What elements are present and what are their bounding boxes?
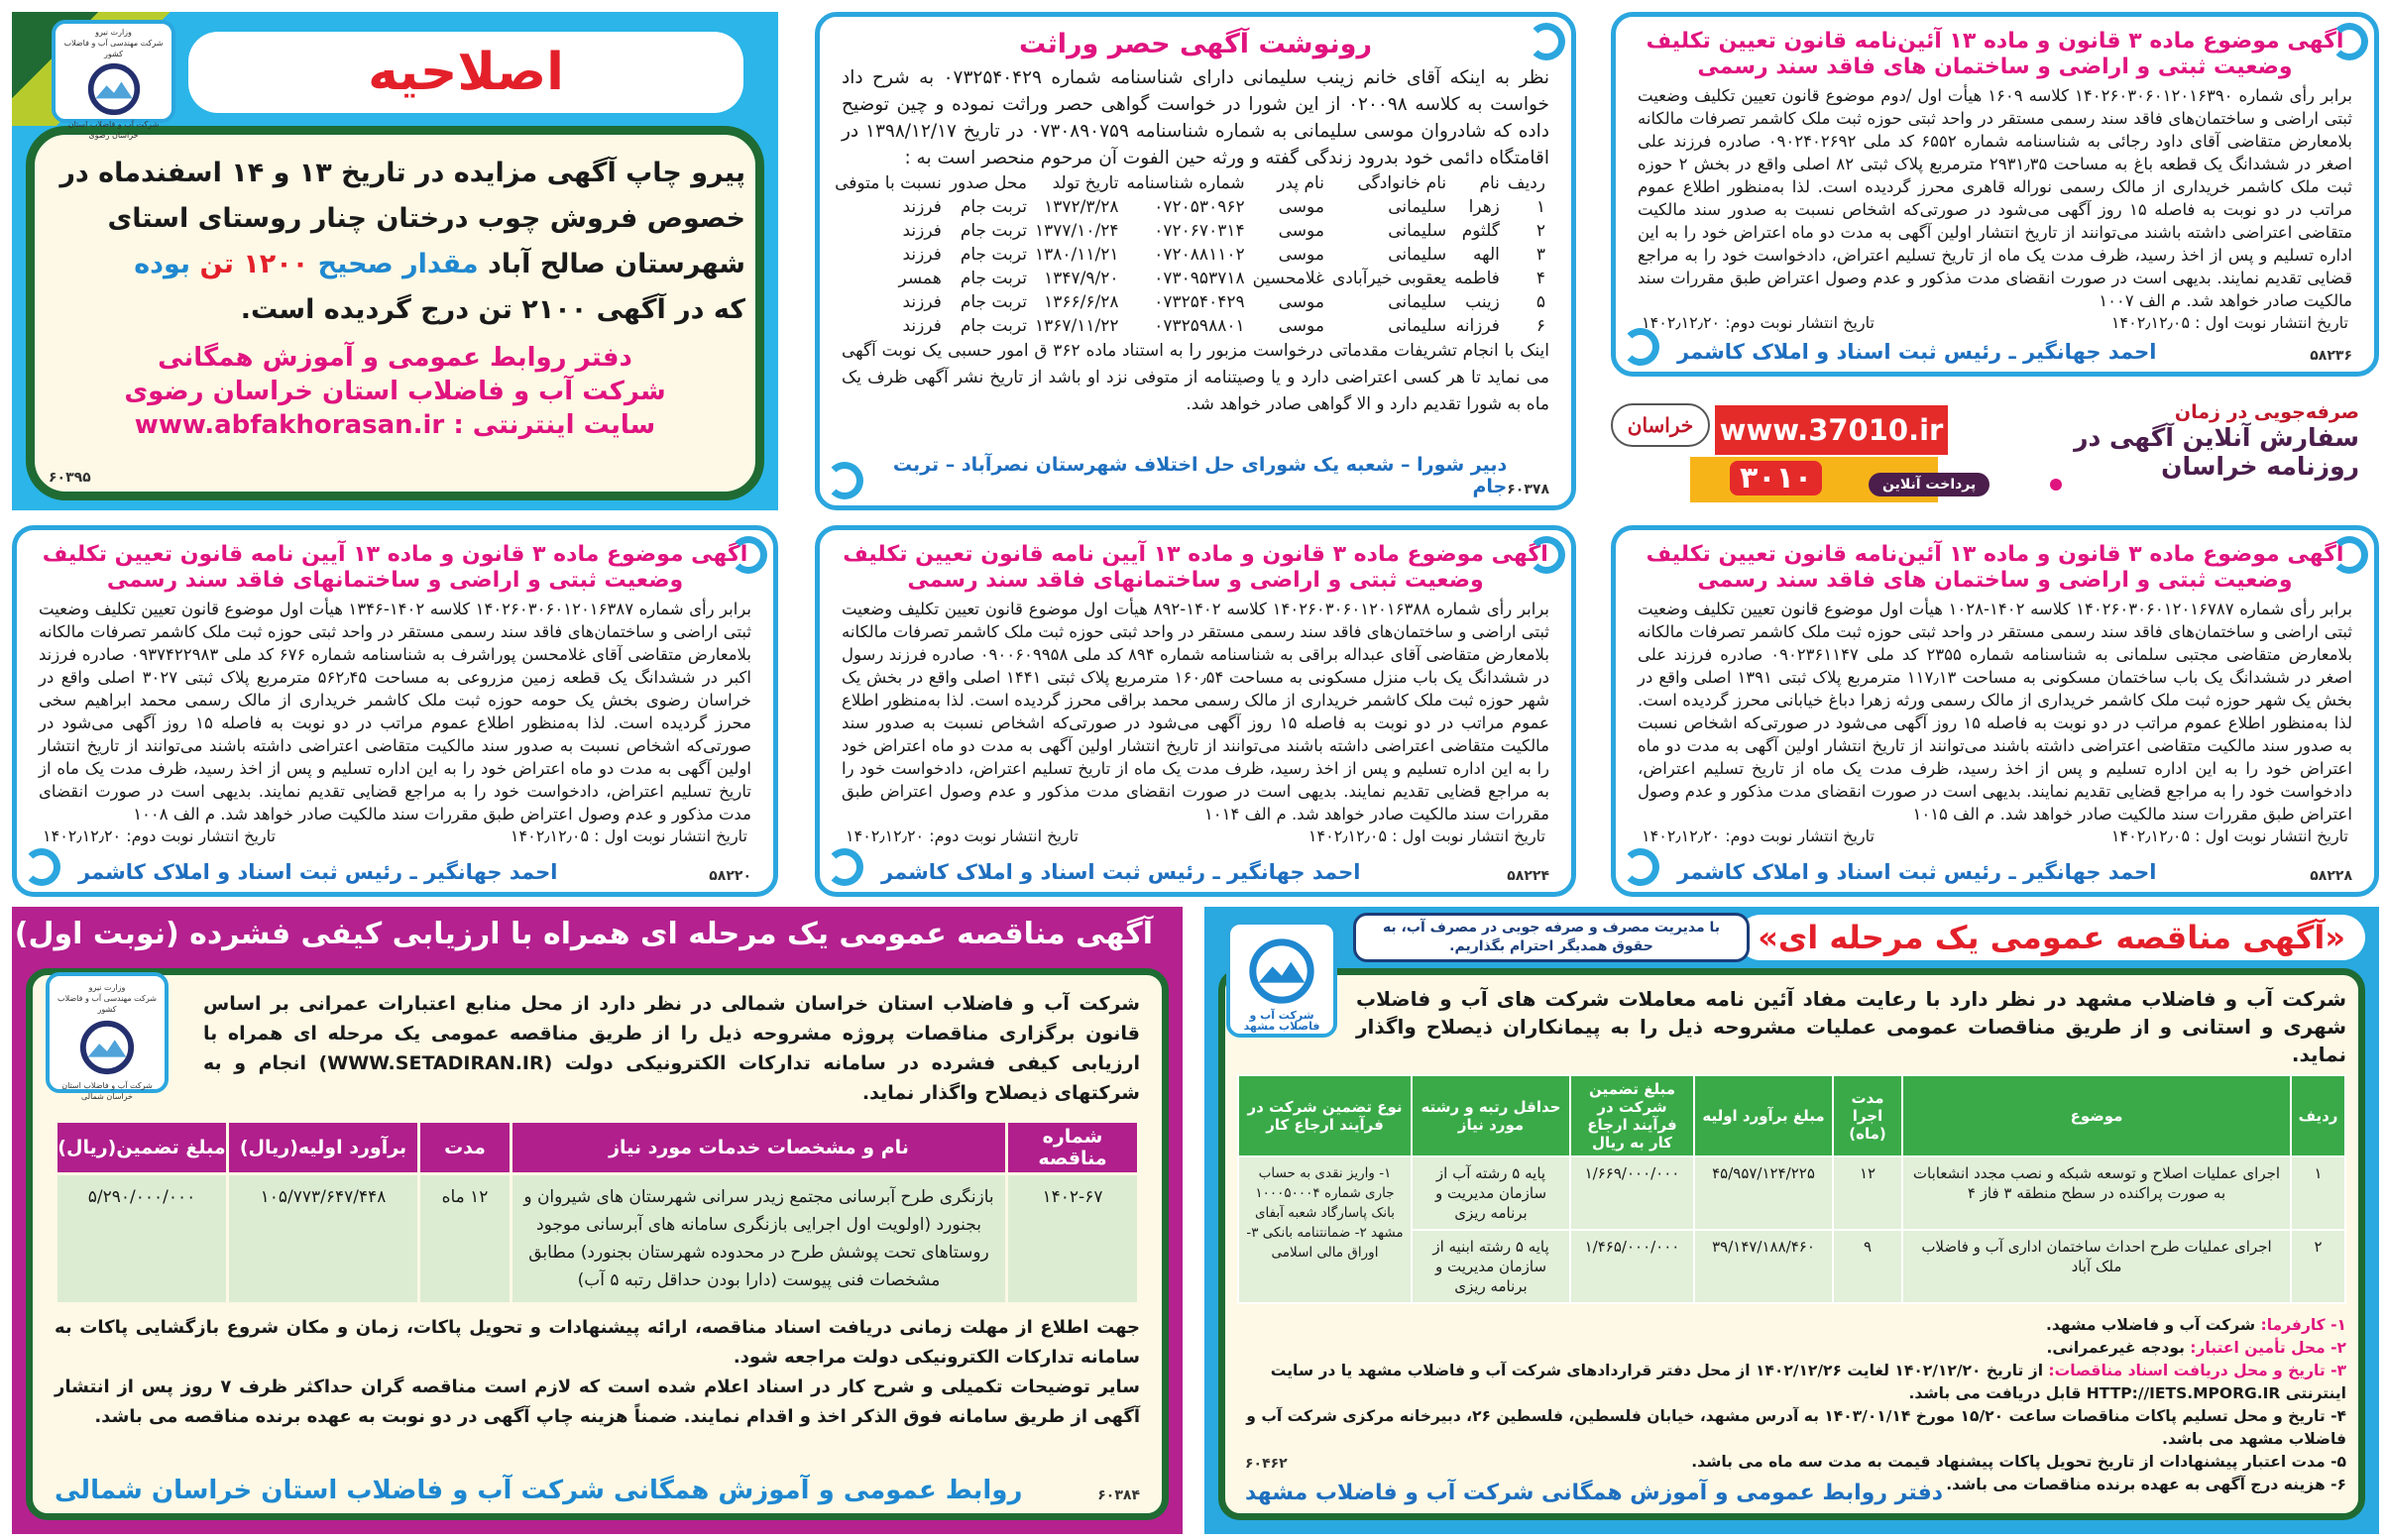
table-cell: ۰۷۳۲۵۴۰۴۲۹: [1154, 292, 1245, 313]
land-registry-ad: [1611, 12, 2379, 377]
table-cell: یعقوبی خیرآبادی: [1331, 269, 1447, 289]
second-publication-date: تاریخ انتشار نوبت دوم: ۱۴۰۲٫۱۲٫۲۰: [1642, 312, 1875, 332]
ad-title: آگهی موضوع ماده ۳ قانون و ماده ۱۳ آئین‌نامه قانون تعیین تکلیف وضعیت ثبتی و اراضی و ساختمان های فاقد سند رسمی: [1646, 542, 2344, 594]
swirl-icon: [1622, 848, 1659, 886]
min-grade: پایه ۵ رشته آب از سازمان مدیریت و برنامه ریزی: [1412, 1156, 1570, 1230]
ad-body-tail: لذا به‌منظور اطلاع عموم مراتب در دو نوبت به فاصله ۱۵ روز آگهی می‌شود در صورتی‌که اشخاص نسبت به صدور سند مالکیت متقاضی اعتراضی داشته باشند می‌توانند از تاریخ انتشار اولین آگهی به مدت دو ماه اعتراض خود را به این اداره تسلیم و پس از اخذ رسید، ظرف مدت یک ماه از تاریخ تسلیم اعتراض، دادخواست خود را به مراجع قضایی تقدیم نمایند. بدیهی است در صورت انقضای مدت مذکور و عدم وصول اعتراض طبق مقررات سند مالکیت صادر خواهد شد.: [842, 690, 1550, 824]
table-header: [1238, 1075, 2345, 1156]
tender-description: بازنگری طرح آبرسانی مجتمع زیدر سرانی شهرستان های شیروان و بجنورد (اولویت اول اجرایی بازنگری سامانه های آبرسانی موجود روستاهای تحت پوشش طرح در محدوده شهرستان بجنورد) مطابق مشخصات فنی پیوست (دارا بودن حداقل رتبه ۵ آب): [512, 1175, 1005, 1302]
abfa-razavi-logo: [52, 20, 175, 140]
col-header: مبلغ تضمین(ریال): [57, 1123, 226, 1172]
note: جهت اطلاع از مهلت زمانی دریافت اسناد مناقصه، ارائه پیشنهادات و تحویل پاکات، زمان و مکان شروع بازگشایی پاکات به سامانه تدارکات الکترونیکی دولت مراجعه شود.: [55, 1317, 1140, 1368]
ad-title: آگهی موضوع ماده ۳ قانون و ماده ۱۳ آیین نامه قانون تعیین تکلیف وضعیت ثبتی و اراضی و ساختمانهای فاقد سند رسمی: [843, 542, 1548, 594]
col-header: تاریخ تولد: [1052, 173, 1119, 194]
table-cell: ۱۳۷۲/۳/۲۸: [1044, 197, 1119, 218]
row-number: ۱: [2291, 1156, 2345, 1230]
website-link[interactable]: سایت اینترنتی : www.abfakhorasan.ir: [134, 410, 656, 440]
ad-body: [1638, 84, 2352, 312]
swirl-icon: [826, 848, 863, 886]
north-khorasan-tender-ad: [12, 907, 1183, 1534]
abfa-north-khorasan-logo: [46, 972, 169, 1101]
signature: احمد جهانگیر ـ رئیس ثبت اسناد و املاک کاشمر: [78, 860, 558, 884]
note-item: [1237, 1314, 2346, 1337]
table-cell: سلیمانی: [1388, 221, 1447, 242]
signature: دفتر روابط عمومی و آموزش همگانی شرکت آب و فاضلاب مشهد: [1245, 1481, 1944, 1505]
note-key: ۲- محل تأمین اعتبار:: [2190, 1339, 2346, 1357]
table-cell: فاطمه: [1454, 269, 1500, 289]
guarantee-amount: ۱/۶۶۹/۰۰۰/۰۰۰: [1570, 1156, 1694, 1230]
table-cell: ۴: [1535, 269, 1545, 289]
col-header: محل صدور: [949, 173, 1027, 194]
note-value: از تاریخ ۱۴۰۲/۱۲/۲۰ لغایت ۱۴۰۲/۱۲/۲۶ از محل دفتر قراردادهای شرکت آب و فاضلاب مشهد یا در سایت اینترنتی HTTP://IETS.MPORG.IR قابل دریافت می باشد.: [1270, 1362, 2346, 1402]
logo-text: شرکت آب و فاضلاب استان خراسان شمالی: [61, 1081, 153, 1101]
table-cell: سلیمانی: [1388, 197, 1447, 218]
ad-title: آگهی موضوع ماده ۳ قانون و ماده ۱۳ آئین‌نامه قانون تعیین تکلیف وضعیت ثبتی و اراضی و ساختمان های فاقد سند رسمی: [1646, 29, 2344, 80]
table-cell: زینب: [1465, 292, 1500, 313]
table-cell: ۲: [1535, 221, 1545, 242]
col-header: حداقل رتبه و رشته مورد نیاز: [1412, 1075, 1570, 1156]
ad-body-tail: لذا به‌منظور اطلاع عموم مراتب در دو نوبت به فاصله ۱۵ روز آگهی می‌شود در صورتی‌که اشخاص نسبت به صدور سند مالکیت متقاضی اعتراضی داشته باشند می‌توانند از تاریخ انتشار اولین آگهی به مدت دو ماه اعتراض خود را به این اداره تسلیم و پس از اخذ رسید، ظرف مدت یک ماه از تاریخ تسلیم اعتراض، دادخواست خود را به مراجع قضایی تقدیم نمایند. بدیهی است در صورت انقضای مدت مذکور و عدم وصول اعتراض طبق مقررات سند مالکیت صادر خواهد شد.: [39, 713, 751, 824]
table-cell: سلیمانی: [1388, 245, 1447, 266]
table-cell: موسی: [1278, 197, 1324, 218]
table-cell: ۵: [1535, 292, 1545, 313]
tender-guarantee: ۵/۲۹۰/۰۰۰/۰۰۰: [57, 1175, 226, 1302]
table-cell: موسی: [1278, 221, 1324, 242]
col-header: نسبت با متوفی: [835, 173, 942, 194]
col-header: مدت: [420, 1123, 510, 1172]
estimate: ۴۵/۹۵۷/۱۲۴/۲۲۵: [1694, 1156, 1833, 1230]
text: شهرستان صالح آباد: [488, 249, 745, 279]
note-key: ۳- تاریخ و محل دریافت اسناد مناقصات:: [2048, 1362, 2346, 1379]
ad-reference: م الف ۱۰۰۸: [133, 804, 216, 824]
table-cell: فرزانه: [1455, 316, 1500, 337]
note-item: [1237, 1405, 2346, 1451]
table-row: [57, 1175, 1137, 1302]
ad-body: [842, 598, 1549, 825]
note-value: ۶- هزینه درج آگهی به عهده برنده مناقصات می باشد.: [1946, 1476, 2346, 1493]
guarantee-type: ۱- واریز نقدی به حساب جاری شماره ۱۰۰۰۵۰۰۰۴ بانک پاسارگاد شعبه آبفای مشهد ۲- ضمانتنامه بانکی ۳- اوراق مالی اسلامی: [1238, 1156, 1412, 1303]
note: سایر توضیحات تکمیلی و شرح کار در اسناد اعلام شده است که لازم است مناقصه گران حداکثر ظرف ۷ روز پس از انتشار آگهی از طریق سامانه فوق الذکر اخذ و اقدام نمایند. ضمناً هزینه چاپ آگهی در دو نوبت به عهده برنده مناقصه می باشد.: [55, 1376, 1140, 1427]
ad-title: «آگهی مناقصه عمومی یک مرحله ای»: [1738, 915, 2365, 960]
table-cell: زهرا: [1468, 197, 1500, 218]
land-registry-ad: [12, 525, 778, 897]
table-cell: فرزند: [902, 221, 942, 242]
land-registry-ad: [815, 525, 1576, 897]
table-header: [831, 171, 1549, 195]
ad-title: آگهی مناقصه عمومی یک مرحله ای همراه با ارزیابی کیفی فشرده (نوبت اول): [14, 917, 1153, 951]
ad-code: ۵۸۲۲۴: [1507, 868, 1549, 884]
promo-line: صرفه‌جویی در زمان: [2174, 401, 2359, 423]
table-cell: ۰۷۳۰۹۵۳۷۱۸: [1154, 269, 1245, 289]
ad-title: رونوشت آگهی حصر وراثت: [1019, 29, 1372, 59]
office-name: دفتر روابط عمومی و آموزش همگانی: [158, 343, 632, 373]
table-row: [831, 219, 1549, 243]
promo-line: روزنامه خراسان: [2161, 452, 2359, 481]
table-cell: ۰۷۲۰۶۷۰۳۱۴: [1154, 221, 1245, 242]
tender-duration: ۱۲ ماه: [420, 1175, 510, 1302]
ad-code: ۶۰۳۸۴: [1097, 1487, 1140, 1503]
note-value: ۴- تاریخ و محل تسلیم پاکات مناقصات ساعت ۱۵/۲۰ مورخ ۱۴۰۳/۰۱/۱۴ به آدرس مشهد، خیابان فلسطین، فلسطین ۲۶، دبیرخانه مرکزی شرکت آب و فاضلاب مشهد می باشد.: [1246, 1407, 2346, 1448]
ad-body: نظر به اینکه آقای خانم زینب سلیمانی دارای شناسنامه شماره ۰۷۳۲۵۴۰۴۲۹ به شرح داد خواست به کلاسه ۰۲۰۰۹۸ از این شورا در خواست گواهی حصر وراثت نموده و چین توضیح داده که شادروان موسی سلیمانی به شماره شناسنامه ۰۷۳۰۸۹۰۷۵۹ در تاریخ ۱۳۹۸/۱۲/۱۷ در اقامتگاه دائمی خود بدرود زندگی گفته و ورثه حین الفوت آن مرحوم منحصر است به :: [842, 67, 1549, 169]
abfa-mashhad-logo: [1226, 921, 1337, 1038]
promo-line: سفارش آنلاین آگهی در: [2074, 423, 2359, 452]
signature: روابط عمومی و آموزش همگانی شرکت آب و فاضلاب استان خراسان شمالی: [55, 1476, 1023, 1505]
ad-reference: م الف ۱۰۰۷: [2099, 290, 2182, 310]
estimate: ۳۹/۱۴۷/۱۸۸/۴۶۰: [1694, 1230, 1833, 1303]
swirl-icon: [1622, 328, 1659, 366]
col-header: نام پدر: [1277, 173, 1324, 194]
khorasan-newspaper-logo: خراسان: [1611, 403, 1710, 447]
note-value: شرکت آب و فاضلاب مشهد.: [2045, 1316, 2256, 1334]
ad-reference: م الف ۱۰۱۵: [1912, 804, 1995, 824]
second-publication-date: تاریخ انتشار نوبت دوم: ۱۴۰۲٫۱۲٫۲۰: [846, 825, 1079, 845]
table-cell: فرزند: [902, 197, 942, 218]
table-row: [831, 243, 1549, 267]
table-cell: سلیمانی: [1388, 316, 1447, 337]
correction-heading: اصلاحیه: [188, 32, 743, 113]
table-cell: ۳: [1535, 245, 1545, 266]
table-cell: ۱۳۶۶/۶/۲۸: [1044, 292, 1119, 313]
table-cell: تربت جام: [960, 292, 1027, 313]
publication-dates: [1638, 312, 2352, 334]
bullet-icon: [2050, 479, 2062, 491]
ad-closing: اینک با انجام تشریفات مقدماتی درخواست مزبور را به استناد ماده ۳۶۲ ق امور حسبی یک نوبت آگهی می نماید تا هر کسی اعتراضی دارد و یا وصیتنامه از متوفی نزد او باشد از تاریخ نشر آگهی ظرف یک ماه به شورا تقدیم دارد و الا گواهی صادر خواهد شد.: [842, 341, 1549, 415]
ad-body-text: برابر رأی شماره ۱۴۰۲۶۰۳۰۶۰۱۲۰۱۶۷۸۷ کلاسه ۱۴۰۲-۱۰۲۸ هیأت اول موضوع قانون تعیین تکلیف وضعیت ثبتی اراضی و ساختمان‌های فاقد سند رسمی مستقر در واحد ثبتی حوزه ثبت ملک کاشمر تصرفات مالکانه بلامعارض متقاضی مجتبی سلمانی به شناسنامه شماره ۲۳۵۵ کد ملی ۰۹۰۲۳۶۱۱۴۷ صادره فرزند علی اصغر در ششدانگ یک باب ساختمان مسکونی به مساحت ۱۱۷٫۱۳ مترمربع پلاک ثبتی ۱۳۹۱ اصلی واقع در بخش یک شهر حوزه ثبت ملک کاشمر خریداری از مالک رسمی ورثه زهرا دباغ خیابانی محرز گردیده است.: [1638, 599, 2352, 710]
col-header: نام: [1479, 173, 1500, 194]
logo-text: وزارت نیرو: [95, 28, 132, 37]
table-cell: ۰۷۳۲۵۹۸۸۰۱: [1154, 316, 1245, 337]
swirl-icon: [2330, 23, 2368, 60]
min-grade: پایه ۵ رشته ابنیه از سازمان مدیریت و برنامه ریزی: [1412, 1230, 1570, 1303]
water-drop-icon: [1247, 936, 1316, 1006]
note-item: [1237, 1451, 2346, 1474]
ad-intro: شرکت آب و فاضلاب مشهد در نظر دارد با رعایت مفاد آئین نامه معاملات شرکت های آب و فاضلاب شهری و استانی و از طریق مناقصات عمومی عملیات مشروحه ذیل را به پیمانکاران ذیصلاح واگذار نماید.: [1356, 987, 2346, 1066]
table-cell: ۶: [1535, 316, 1545, 337]
note-value: ۵- مدت اعتبار پیشنهادات از تاریخ تحویل پاکات پیشنهاد قیمت به مدت سه ماه می باشد.: [1691, 1453, 2346, 1471]
guarantee-amount: ۱/۴۶۵/۰۰۰/۰۰۰: [1570, 1230, 1694, 1303]
table-cell: تربت جام: [960, 197, 1027, 218]
logo-text: وزارت نیرو: [88, 983, 126, 992]
col-header: نام و مشخصات خدمات مورد نیاز: [512, 1123, 1005, 1172]
text-line: پیرو چاپ آگهی مزایده در تاریخ ۱۳ و ۱۴ اسفندماه در: [59, 158, 745, 188]
table-cell: سلیمانی: [1388, 292, 1447, 313]
table-row: [831, 267, 1549, 290]
col-header: موضوع: [1902, 1075, 2291, 1156]
sms-number: ۳۰۱۰: [1730, 461, 1822, 495]
signature: دبیر شورا – شعبه یک شورای حل اختلاف شهرستان نصرآباد – تربت جام: [892, 454, 1508, 497]
text-line: خصوص فروش چوب درختان چنار روستای استای: [107, 203, 745, 234]
table-row: [1238, 1156, 2345, 1230]
swirl-icon: [2330, 536, 2368, 574]
table-cell: فرزند: [902, 316, 942, 337]
publication-dates: [1638, 825, 2352, 847]
logo-text: شرکت مهندسی آب و فاضلاب کشور: [57, 994, 157, 1014]
col-header: ردیف: [2291, 1075, 2345, 1156]
logo-text: شرکت آب و فاضلاب مشهد: [1243, 1009, 1320, 1033]
land-registry-ad: [1611, 525, 2379, 897]
col-header: ردیف: [1507, 173, 1545, 194]
table-cell: ۱۳۸۰/۱۱/۲۱: [1034, 245, 1119, 266]
promo-url-link[interactable]: www.37010.ir: [1715, 405, 1948, 455]
tender-table: [1237, 1074, 2346, 1304]
table-cell: موسی: [1278, 316, 1324, 337]
ad-body: [1638, 598, 2352, 825]
table-cell: ۱۳۷۷/۱۰/۲۴: [1034, 221, 1119, 242]
duration: ۹: [1833, 1230, 1902, 1303]
col-header: مدت اجرا (ماه): [1833, 1075, 1902, 1156]
table-cell: ۰۷۲۰۸۸۱۱۰۲: [1154, 245, 1245, 266]
text-line: که در آگهی ۲۱۰۰ تن درج گردیده است.: [240, 294, 745, 325]
col-header: مبلغ برآورد اولیه: [1694, 1075, 1833, 1156]
table-cell: موسی: [1278, 292, 1324, 313]
swirl-icon: [730, 536, 767, 574]
ad-reference: م الف ۱۰۱۴: [1203, 804, 1287, 824]
highlight-amount: ۱۲۰۰ تن: [199, 249, 309, 279]
table-cell: موسی: [1278, 245, 1324, 266]
first-publication-date: تاریخ انتشار نوبت اول : ۱۴۰۲٫۱۲٫۰۵: [2110, 312, 2348, 332]
ad-body: [39, 598, 751, 825]
col-header: شماره مناقصه: [1008, 1123, 1137, 1172]
ad-body-tail: لذا به‌منظور اطلاع عموم مراتب در دو نوبت به فاصله ۱۵ روز آگهی می‌شود در صورتی‌که اشخاص نسبت به صدور سند مالکیت متقاضی اعتراضی داشته باشند می‌توانند از تاریخ انتشار اولین آگهی به مدت دو ماه اعتراض خود را به این اداره تسلیم و پس از اخذ رسید، ظرف مدت یک ماه از تاریخ تسلیم اعتراض، دادخواست خود را به مراجع قضایی تقدیم نمایند. بدیهی است در صورت انقضای مدت مذکور و عدم وصول اعتراض طبق مقررات سند مالکیت صادر خواهد شد.: [1638, 176, 2352, 310]
table-row: [831, 290, 1549, 314]
logo-text: شرکت آب و فاضلاب استان خراسان رضوی: [67, 120, 160, 140]
highlight: بوده: [134, 249, 191, 279]
table-cell: غلامحسین: [1252, 269, 1324, 289]
signature: احمد جهانگیر ـ رئیس ثبت اسناد و املاک کاشمر: [1677, 860, 2157, 884]
table-cell: همسر: [898, 269, 942, 289]
note-key: ۱- کارفرما:: [2260, 1316, 2346, 1334]
tender-notes: [1237, 1314, 2346, 1496]
subject: اجرای عملیات اصلاح و توسعه شبکه و نصب مجدد انشعابات به صورت پراکنده در سطح منطقه ۳ فاز ۴: [1902, 1156, 2291, 1230]
table-cell: تربت جام: [960, 316, 1027, 337]
highlight: مقدار صحیح: [317, 249, 479, 279]
table-header: [57, 1123, 1137, 1172]
table-cell: گلثوم: [1461, 221, 1500, 242]
first-publication-date: تاریخ انتشار نوبت اول : ۱۴۰۲٫۱۲٫۰۵: [1307, 825, 1545, 845]
tender-estimate: ۱۰۵/۷۷۳/۶۴۷/۴۴۸: [229, 1175, 417, 1302]
col-header: مبلغ تضمین شرکت در فرآیند ارجاع کار به ریال: [1570, 1075, 1694, 1156]
swirl-icon: [1528, 23, 1565, 60]
tender-number: ۱۴۰۲-۶۷: [1008, 1175, 1137, 1302]
ad-intro: شرکت آب و فاضلاب استان خراسان شمالی در نظر دارد از محل منابع اعتبارات عمرانی بر اساس قانون برگزاری مناقصات پروژه مشروحه ذیل را از طریق مناقصه عمومی یک مرحله ای همراه با ارزیابی کیفی فشرده در سامانه تدارکات الکترونیکی دولت (WWW.SETADIRAN.IR) انجام و به شرکتهای ذیصلاح واگذار نماید.: [203, 993, 1140, 1104]
note-item: [1237, 1337, 2346, 1360]
table-cell: ۱۳۶۷/۱۱/۲۲: [1034, 316, 1119, 337]
ad-code: ۶۰۳۷۸: [1507, 482, 1549, 497]
inheritance-ad: [815, 12, 1576, 510]
duration: ۱۲: [1833, 1156, 1902, 1230]
swirl-icon: [23, 848, 60, 886]
table-cell: الهه: [1473, 245, 1500, 266]
table-cell: تربت جام: [960, 221, 1027, 242]
slogan: با مدیریت مصرف و صرفه جویی در مصرف آب، به حقوق همدیگر احترام بگذاریم.: [1353, 913, 1750, 962]
company-name: شرکت آب و فاضلاب استان خراسان رضوی: [124, 377, 666, 406]
col-header: شماره شناسنامه: [1126, 173, 1245, 194]
mashhad-tender-ad: [1204, 907, 2379, 1534]
note-item: [1237, 1360, 2346, 1405]
online-payment-button[interactable]: پرداخت آنلاین: [1869, 473, 1989, 496]
swirl-icon: [826, 462, 863, 499]
table-cell: ۰۷۲۰۵۳۰۹۶۲: [1154, 197, 1245, 218]
water-drop-icon: [86, 61, 142, 117]
correction-text: [45, 151, 745, 333]
col-header: نام خانوادگی: [1357, 173, 1447, 194]
table-row: [831, 314, 1549, 338]
ad-code: ۵۸۲۲۰: [709, 868, 751, 884]
water-drop-icon: [78, 1019, 136, 1076]
publication-dates: [39, 825, 751, 847]
col-header: نوع تضمین شرکت در فرآیند ارجاع کار: [1238, 1075, 1412, 1156]
table-cell: ۱: [1535, 197, 1545, 218]
ad-body-tail: لذا به‌منظور اطلاع عموم مراتب در دو نوبت به فاصله ۱۵ روز آگهی می‌شود در صورتی‌که اشخاص نسبت به صدور سند مالکیت متقاضی اعتراضی داشته باشند می‌توانند از تاریخ انتشار اولین آگهی به مدت دو ماه اعتراض خود را به این اداره تسلیم و پس از اخذ رسید، ظرف مدت یک ماه از تاریخ تسلیم اعتراض، دادخواست خود را به مراجع قضایی تقدیم نمایند. بدیهی است در صورت انقضای مدت مذکور و عدم وصول اعتراض طبق مقررات سند مالکیت صادر خواهد شد.: [1638, 713, 2352, 824]
second-publication-date: تاریخ انتشار نوبت دوم: ۱۴۰۲٫۱۲٫۲۰: [43, 825, 276, 845]
online-ad-promo-banner[interactable]: [1611, 391, 2379, 512]
subject: اجرای عملیات طرح احداث ساختمان اداری آب و فاضلاب ملک آباد: [1902, 1230, 2291, 1303]
signature: احمد جهانگیر ـ رئیس ثبت اسناد و املاک کاشمر: [881, 860, 1361, 884]
col-header: برآورد اولیه(ریال): [229, 1123, 417, 1172]
table-cell: تربت جام: [960, 269, 1027, 289]
ad-body-text: برابر رأی شماره ۱۴۰۲۶۰۳۰۶۰۱۲۰۱۶۳۸۸ کلاسه ۱۴۰۲-۸۹۲ هیأت اول موضوع قانون تعیین تکلیف وضعیت ثبتی اراضی و ساختمان‌های فاقد سند رسمی مستقر در واحد ثبتی حوزه ثبت ملک کاشمر تصرفات مالکانه بلامعارض متقاضی آقای عبداله براقی به شناسنامه شماره ۸۹۴ کد ملی ۰۹۰۰۶۰۹۹۵۸ صادره فرزند رسول در ششدانگ یک باب منزل مسکونی به مساحت ۱۶۰٫۵۴ مترمربع پلاک ثبتی ۱۴۴۱ اصلی واقع در بخش یک شهر حوزه ثبت ملک کاشمر خریداری از مالک رسمی محمد براقی محرز گردیده است.: [842, 599, 1549, 710]
first-publication-date: تاریخ انتشار نوبت اول : ۱۴۰۲٫۱۲٫۰۵: [2110, 825, 2348, 845]
heirs-table: [831, 171, 1549, 338]
table-row: [831, 195, 1549, 219]
note-value: بودجه غیرعمرانی.: [2046, 1339, 2185, 1357]
logo-text: شرکت مهندسی آب و فاضلاب کشور: [63, 39, 164, 58]
ad-title: آگهی موضوع ماده ۳ قانون و ماده ۱۳ آیین نامه قانون تعیین تکلیف وضعیت ثبتی و اراضی و ساختمانهای فاقد سند رسمی: [42, 542, 748, 594]
ad-code: ۵۸۲۲۸: [2310, 868, 2352, 884]
text-line: [45, 242, 745, 287]
swirl-icon: [1528, 536, 1565, 574]
table-cell: ۱۳۴۷/۹/۲۰: [1044, 269, 1119, 289]
correction-ad: [12, 12, 778, 510]
first-publication-date: تاریخ انتشار نوبت اول : ۱۴۰۲٫۱۲٫۰۵: [510, 825, 747, 845]
publication-dates: [842, 825, 1549, 847]
table-cell: فرزند: [902, 245, 942, 266]
ad-code: ۶۰۳۹۵: [49, 470, 91, 486]
signature: احمد جهانگیر ـ رئیس ثبت اسناد و املاک کاشمر: [1677, 340, 2157, 364]
ad-body-text: برابر رأی شماره ۱۴۰۲۶۰۳۰۶۰۱۲۰۱۶۳۸۷ کلاسه ۱۴۰۲-۱۳۴۶ هیأت اول موضوع قانون تعیین تکلیف وضعیت ثبتی اراضی و ساختمان‌های فاقد سند رسمی مستقر در واحد ثبتی حوزه ثبت ملک کاشمر تصرفات مالکانه بلامعارض متقاضی آقای غلامحسن پوراشرف به شناسنامه شماره ۶۷۶ کد ملی ۰۹۳۷۴۲۲۹۸۳ صادره فرزند اکبر در ششدانگ یک قطعه زمین مزروعی به مساحت ۵۶۲٫۴۵ مترمربع پلاک ثبتی ۳۰۲۷ اصلی واقع در خراسان رضوی بخش یک حومه حوزه ثبت ملک کاشمر خریداری از مالک رسمی محمد ابراهیم سخی محرز گردیده است.: [39, 599, 751, 732]
ad-code: ۶۰۴۶۲: [1245, 1456, 1288, 1472]
second-publication-date: تاریخ انتشار نوبت دوم: ۱۴۰۲٫۱۲٫۲۰: [1642, 825, 1875, 845]
tender-table: [55, 1120, 1140, 1305]
table-cell: تربت جام: [960, 245, 1027, 266]
table-cell: فرزند: [902, 292, 942, 313]
ad-body-text: برابر رأی شماره ۱۴۰۲۶۰۳۰۶۰۱۲۰۱۶۳۹۰ کلاسه ۱۶۰۹ هیأت اول /دوم موضوع قانون تعیین تکلیف وضعیت ثبتی اراضی و ساختمان‌های فاقد سند رسمی مستقر در واحد ثبتی حوزه ثبت ملک کاشمر تصرفات مالکانه بلامعارض متقاضی آقای داود رجائی به شناسنامه شماره ۶۵۵۲ کد ملی ۰۹۰۲۴۰۲۶۹۲ صادره فرزند علی اصغر در ششدانگ یک قطعه باغ به مساحت ۲۹۳۱٫۳۵ مترمربع پلاک ثبتی ۸۲ اصلی واقع در بخش ۲ حوزه ثبت ملک کاشمر خریداری از مالک رسمی نوراله قاهری محرز گردیده است.: [1638, 85, 2352, 196]
row-number: ۲: [2291, 1230, 2345, 1303]
ad-code: ۵۸۲۳۶: [2310, 348, 2352, 364]
